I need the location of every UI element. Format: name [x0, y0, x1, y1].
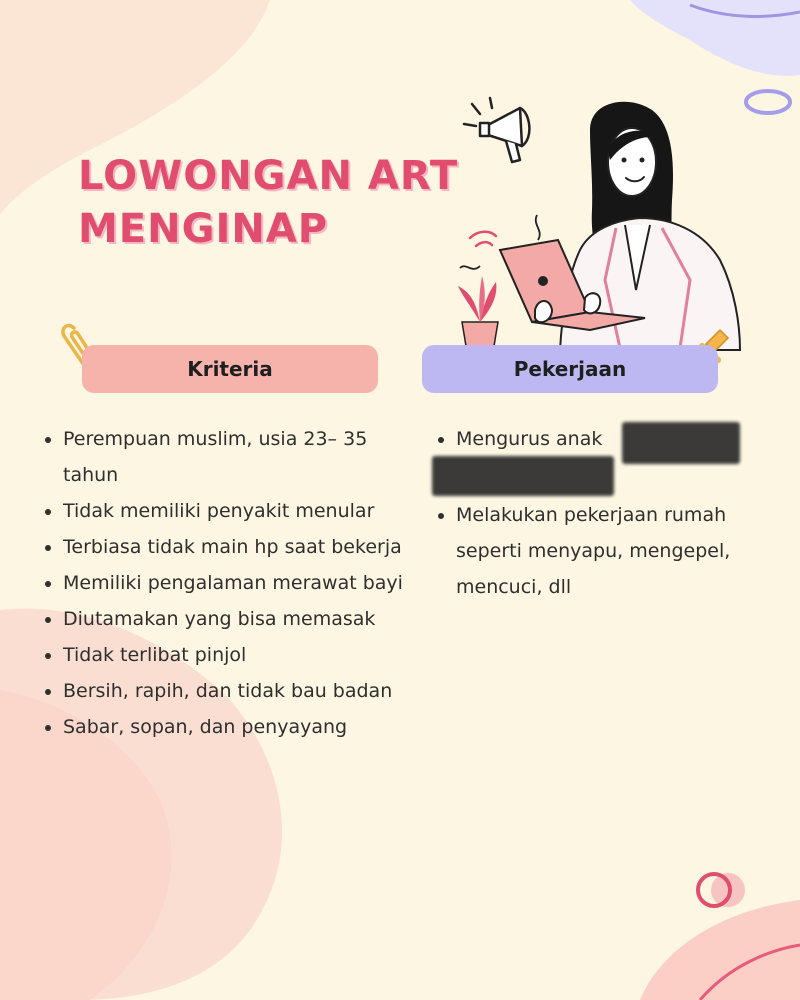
page-title	[78, 150, 458, 256]
pekerjaan-header-label: Pekerjaan	[513, 357, 627, 381]
list-item: Melakukan pekerjaan rumah seperti menyapu, mengepel, mencuci, dll	[438, 497, 768, 605]
plant-icon	[458, 276, 498, 346]
list-item: Sabar, sopan, dan penyayang	[45, 709, 405, 745]
kriteria-list	[45, 421, 405, 745]
list-item: Tidak memiliki penyakit menular	[45, 493, 405, 529]
pekerjaan-header	[422, 345, 718, 393]
title-line-1: LOWONGAN ART	[78, 153, 459, 199]
redaction-block	[622, 422, 740, 464]
list-item: Terbiasa tidak main hp saat bekerja	[45, 529, 405, 565]
kriteria-header	[82, 345, 378, 393]
woman-laptop-illustration	[440, 90, 770, 360]
list-item: Tidak terlibat pinjol	[45, 637, 405, 673]
list-item: Diutamakan yang bisa memasak	[45, 601, 405, 637]
megaphone-icon	[464, 98, 529, 162]
list-item: Memiliki pengalaman merawat bayi	[45, 565, 405, 601]
list-item-text: Mengurus anak	[456, 428, 603, 450]
title-line-2: MENGINAP	[78, 206, 329, 252]
ring-bottom-right	[688, 866, 752, 916]
list-item: Perempuan muslim, usia 23– 35 tahun	[45, 421, 405, 493]
redaction-block	[432, 456, 614, 496]
list-item: Bersih, rapih, dan tidak bau badan	[45, 673, 405, 709]
kriteria-header-label: Kriteria	[187, 357, 273, 381]
